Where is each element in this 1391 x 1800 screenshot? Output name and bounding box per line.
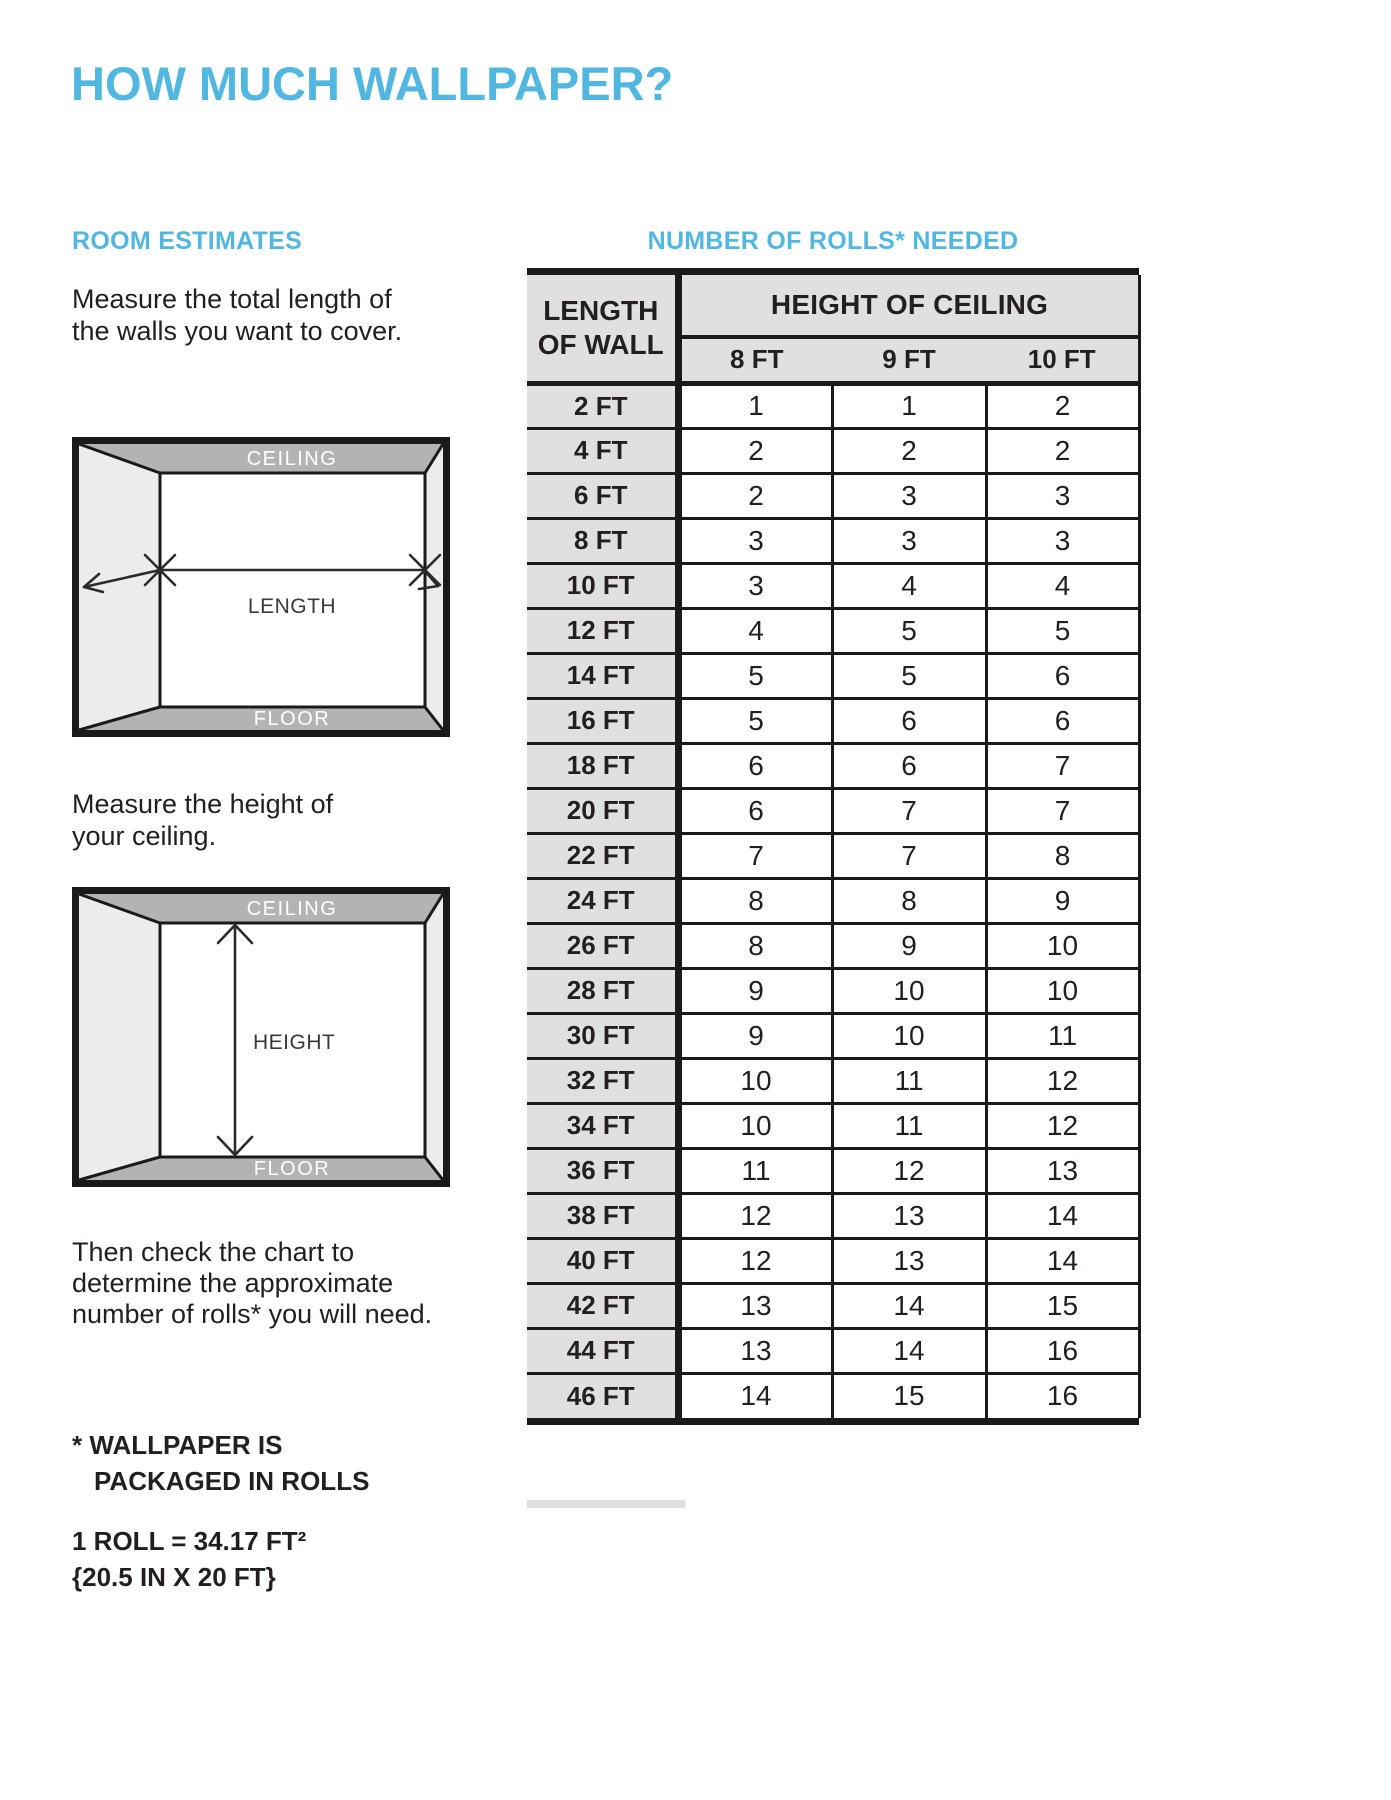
rolls-value-cell: 9 xyxy=(678,968,832,1013)
ceiling-label: CEILING xyxy=(246,898,338,920)
instruction-line: number of rolls* you will need. xyxy=(72,1299,433,1329)
table-row xyxy=(527,1193,1139,1238)
col-header-9ft: 9 FT xyxy=(832,337,986,383)
corner-header-line: OF WALL xyxy=(537,328,664,360)
rolls-value-cell: 8 xyxy=(678,923,832,968)
rolls-value-cell: 7 xyxy=(832,788,986,833)
instruction-line: your ceiling. xyxy=(72,821,217,851)
wall-length-cell: 24 FT xyxy=(527,878,678,923)
rolls-value-cell: 14 xyxy=(678,1373,832,1418)
rolls-value-cell: 15 xyxy=(832,1373,986,1418)
wall-length-cell: 12 FT xyxy=(527,608,678,653)
rolls-value-cell: 13 xyxy=(832,1193,986,1238)
rolls-value-cell: 10 xyxy=(832,1013,986,1058)
rolls-value-cell: 2 xyxy=(678,473,832,518)
table-header-row-1 xyxy=(527,275,1139,337)
rolls-value-cell: 14 xyxy=(832,1283,986,1328)
table-row xyxy=(527,1328,1139,1373)
instruction-line: determine the approximate xyxy=(72,1268,394,1298)
table-row xyxy=(527,833,1139,878)
instruction-measure-height xyxy=(72,788,333,852)
instruction-line: Measure the height of xyxy=(72,789,334,819)
table-row xyxy=(527,1148,1139,1193)
rolls-table xyxy=(527,268,1139,1425)
rolls-value-cell: 15 xyxy=(986,1283,1139,1328)
rolls-value-cell: 10 xyxy=(986,968,1139,1013)
table-row xyxy=(527,608,1139,653)
rolls-value-cell: 11 xyxy=(986,1013,1139,1058)
rolls-value-cell: 12 xyxy=(986,1058,1139,1103)
table-gray-stub xyxy=(527,1500,685,1508)
corner-header xyxy=(527,275,678,383)
rolls-value-cell: 10 xyxy=(832,968,986,1013)
rolls-value-cell: 11 xyxy=(832,1103,986,1148)
rolls-value-cell: 14 xyxy=(986,1238,1139,1283)
rolls-value-cell: 13 xyxy=(832,1238,986,1283)
rolls-value-cell: 14 xyxy=(986,1193,1139,1238)
wall-length-cell: 36 FT xyxy=(527,1148,678,1193)
wall-length-cell: 40 FT xyxy=(527,1238,678,1283)
footnote-line: PACKAGED IN ROLLS xyxy=(94,1466,370,1496)
rolls-value-cell: 9 xyxy=(832,923,986,968)
rolls-value-cell: 6 xyxy=(832,743,986,788)
table-row xyxy=(527,743,1139,788)
floor-label: FLOOR xyxy=(253,1158,331,1180)
instruction-check-chart xyxy=(72,1237,432,1330)
rolls-value-cell: 4 xyxy=(986,563,1139,608)
wall-length-cell: 8 FT xyxy=(527,518,678,563)
rolls-value-cell: 7 xyxy=(986,788,1139,833)
rolls-value-cell: 13 xyxy=(678,1328,832,1373)
rolls-value-cell: 8 xyxy=(678,878,832,923)
rolls-value-cell: 6 xyxy=(678,788,832,833)
wall-length-cell: 32 FT xyxy=(527,1058,678,1103)
wall-length-cell: 14 FT xyxy=(527,653,678,698)
rolls-value-cell: 16 xyxy=(986,1328,1139,1373)
rolls-value-cell: 6 xyxy=(986,698,1139,743)
rolls-value-cell: 11 xyxy=(832,1058,986,1103)
rolls-value-cell: 4 xyxy=(832,563,986,608)
rolls-value-cell: 12 xyxy=(678,1193,832,1238)
table-row xyxy=(527,1238,1139,1283)
wall-length-cell: 10 FT xyxy=(527,563,678,608)
wall-length-cell: 46 FT xyxy=(527,1373,678,1418)
wall-length-cell: 18 FT xyxy=(527,743,678,788)
rolls-value-cell: 10 xyxy=(986,923,1139,968)
rolls-value-cell: 12 xyxy=(832,1148,986,1193)
wall-length-cell: 28 FT xyxy=(527,968,678,1013)
table-row xyxy=(527,1373,1139,1418)
table-row xyxy=(527,923,1139,968)
rolls-value-cell: 13 xyxy=(986,1148,1139,1193)
rolls-value-cell: 3 xyxy=(986,518,1139,563)
table-row xyxy=(527,473,1139,518)
rolls-value-cell: 3 xyxy=(678,518,832,563)
rolls-value-cell: 1 xyxy=(678,383,832,428)
table-row xyxy=(527,518,1139,563)
rolls-value-cell: 12 xyxy=(986,1103,1139,1148)
rolls-value-cell: 6 xyxy=(986,653,1139,698)
roll-size-line: 1 ROLL = 34.17 FT² xyxy=(72,1526,307,1556)
rolls-value-cell: 16 xyxy=(986,1373,1139,1418)
col-header-8ft: 8 FT xyxy=(678,337,832,383)
footnote-line: * WALLPAPER IS xyxy=(72,1430,283,1460)
rolls-value-cell: 3 xyxy=(986,473,1139,518)
table-row xyxy=(527,428,1139,473)
wall-length-cell: 4 FT xyxy=(527,428,678,473)
rolls-value-cell: 7 xyxy=(832,833,986,878)
instruction-line: the walls you want to cover. xyxy=(72,316,403,346)
table-row xyxy=(527,563,1139,608)
wall-length-cell: 26 FT xyxy=(527,923,678,968)
table-row xyxy=(527,1058,1139,1103)
instruction-line: Measure the total length of xyxy=(72,284,392,314)
rolls-value-cell: 8 xyxy=(986,833,1139,878)
rolls-value-cell: 1 xyxy=(832,383,986,428)
rolls-value-cell: 6 xyxy=(678,743,832,788)
wall-length-cell: 30 FT xyxy=(527,1013,678,1058)
rolls-value-cell: 5 xyxy=(678,698,832,743)
table-row xyxy=(527,383,1139,428)
wall-length-cell: 6 FT xyxy=(527,473,678,518)
rolls-value-cell: 6 xyxy=(832,698,986,743)
table-row xyxy=(527,653,1139,698)
instruction-line: Then check the chart to xyxy=(72,1237,355,1267)
rolls-table-body xyxy=(527,383,1139,1418)
rolls-value-cell: 9 xyxy=(986,878,1139,923)
height-of-ceiling-header: HEIGHT OF CEILING xyxy=(678,275,1139,337)
rolls-value-cell: 2 xyxy=(986,383,1139,428)
page-title: HOW MUCH WALLPAPER? xyxy=(71,57,674,110)
rolls-lookup-table xyxy=(527,275,1141,1418)
wall-length-cell: 42 FT xyxy=(527,1283,678,1328)
table-row xyxy=(527,788,1139,833)
col-header-10ft: 10 FT xyxy=(986,337,1139,383)
wall-length-cell: 22 FT xyxy=(527,833,678,878)
rolls-value-cell: 4 xyxy=(678,608,832,653)
rolls-value-cell: 5 xyxy=(832,608,986,653)
rolls-value-cell: 5 xyxy=(832,653,986,698)
room-walls xyxy=(76,441,447,734)
rolls-value-cell: 3 xyxy=(678,563,832,608)
height-label: HEIGHT xyxy=(253,1031,336,1054)
wall-length-cell: 34 FT xyxy=(527,1103,678,1148)
table-row xyxy=(527,968,1139,1013)
table-row xyxy=(527,698,1139,743)
rolls-value-cell: 5 xyxy=(986,608,1139,653)
length-label: LENGTH xyxy=(247,595,337,618)
wall-length-cell: 44 FT xyxy=(527,1328,678,1373)
roll-size-line: {20.5 IN X 20 FT} xyxy=(72,1562,276,1592)
footnote-wallpaper-rolls xyxy=(72,1427,369,1499)
rolls-value-cell: 9 xyxy=(678,1013,832,1058)
rolls-value-cell: 10 xyxy=(678,1103,832,1148)
floor-label: FLOOR xyxy=(253,708,331,730)
table-row xyxy=(527,1013,1139,1058)
rolls-value-cell: 7 xyxy=(678,833,832,878)
ceiling-label: CEILING xyxy=(246,448,338,470)
rolls-value-cell: 2 xyxy=(832,428,986,473)
wall-length-cell: 38 FT xyxy=(527,1193,678,1238)
room-estimates-heading: ROOM ESTIMATES xyxy=(72,227,303,255)
corner-header-line: LENGTH xyxy=(543,294,659,326)
table-row xyxy=(527,878,1139,923)
wall-length-cell: 20 FT xyxy=(527,788,678,833)
table-row xyxy=(527,1103,1139,1148)
rolls-value-cell: 8 xyxy=(832,878,986,923)
instruction-measure-length xyxy=(72,283,402,347)
wall-length-cell: 2 FT xyxy=(527,383,678,428)
rolls-value-cell: 2 xyxy=(678,428,832,473)
rolls-value-cell: 12 xyxy=(678,1238,832,1283)
rolls-value-cell: 10 xyxy=(678,1058,832,1103)
rolls-value-cell: 5 xyxy=(678,653,832,698)
rolls-value-cell: 3 xyxy=(832,518,986,563)
table-row xyxy=(527,1283,1139,1328)
rolls-value-cell: 14 xyxy=(832,1328,986,1373)
rolls-value-cell: 11 xyxy=(678,1148,832,1193)
wall-length-cell: 16 FT xyxy=(527,698,678,743)
room-diagram-length xyxy=(72,437,450,737)
rolls-value-cell: 2 xyxy=(986,428,1139,473)
rolls-value-cell: 13 xyxy=(678,1283,832,1328)
rolls-needed-heading: NUMBER OF ROLLS* NEEDED xyxy=(647,227,1019,255)
rolls-value-cell: 3 xyxy=(832,473,986,518)
roll-size-info xyxy=(72,1523,306,1595)
room-diagram-height xyxy=(72,887,450,1187)
rolls-value-cell: 7 xyxy=(986,743,1139,788)
